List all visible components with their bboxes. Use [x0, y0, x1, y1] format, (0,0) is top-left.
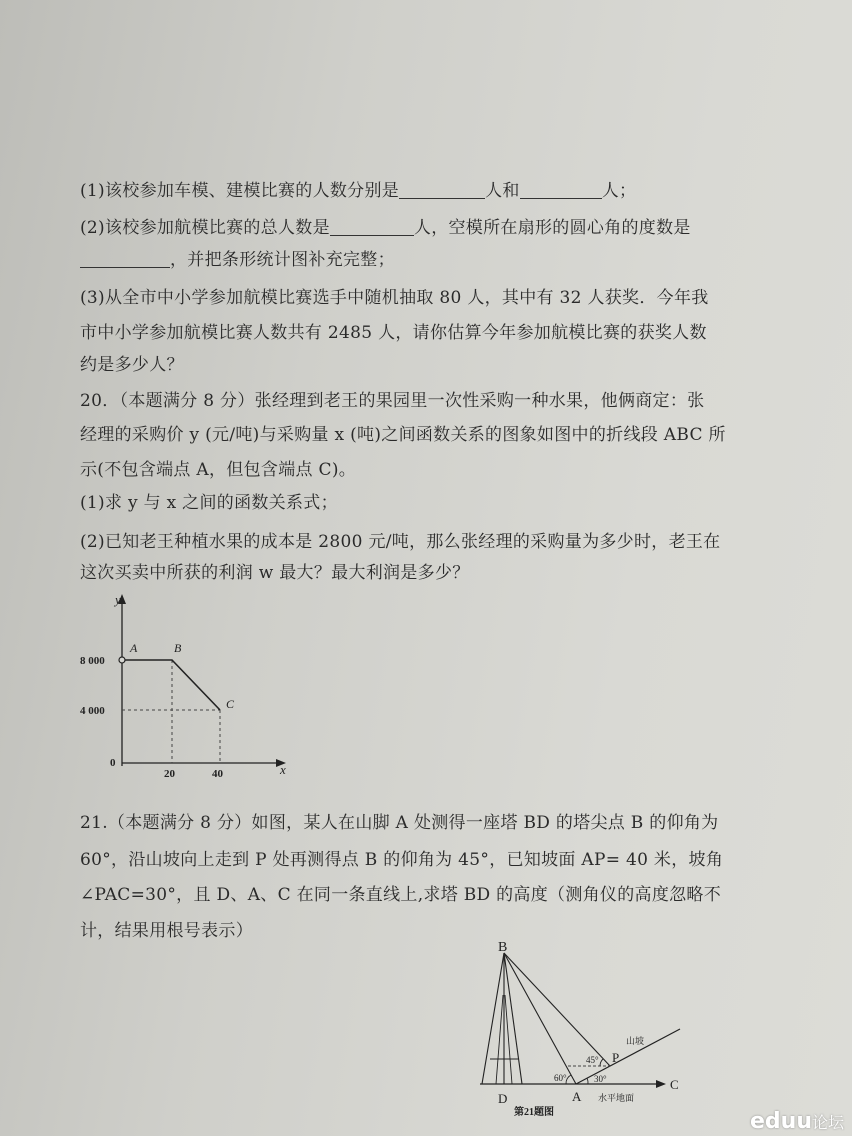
label-a: A [572, 1089, 582, 1104]
label-b: B [498, 940, 508, 955]
slope-label: 山坡 [626, 1036, 645, 1046]
y-tick-4000: 4 000 [80, 705, 105, 717]
angle-arc-45 [600, 1059, 603, 1066]
q21-stem-line2: 60°，沿山坡向上走到 P 处再测得点 B 的仰角为 45°，已知坡面 AP= 40 米，坡角 [80, 850, 724, 870]
ground-label: 水平地面 [598, 1093, 635, 1103]
q19-part3-line2: 市中小学参加航模比赛人数共有 2485 人，请你估算今年参加航模比赛的获奖人数 [80, 323, 707, 343]
point-b-label: B [174, 641, 182, 655]
q20-stem-line3: 示(不包含端点 A，但包含端点 C)。 [80, 460, 357, 480]
answer-blank [520, 180, 602, 199]
q21-stem-line3: ∠PAC=30°，且 D、A、C 在同一条直线上,求塔 BD 的高度（测角仪的高度忽略不 [80, 885, 722, 905]
q20-part1: (1)求 y 与 x 之间的函数关系式； [80, 493, 338, 513]
q21-tower-figure [470, 935, 700, 1125]
angle-60-label: 60° [554, 1073, 567, 1083]
point-a-open [119, 657, 125, 663]
figure-caption: 第21题图 [514, 1107, 554, 1118]
x-tick-40: 40 [212, 768, 223, 780]
point-c-label: C [226, 697, 235, 711]
q20-stem-line2: 经理的采购价 y (元/吨)与采购量 x (吨)之间函数关系的图象如图中的折线段 ABC 所 [80, 425, 726, 445]
site-watermark: eduu论坛 [749, 1109, 844, 1134]
y-axis-label: y [115, 592, 121, 607]
label-d: D [498, 1091, 508, 1106]
x-axis-label: x [280, 762, 286, 777]
q19-part2-line2: ，并把条形统计图补充完整； [80, 245, 395, 270]
q19-part3-line3: 约是多少人？ [80, 355, 184, 375]
answer-blank [330, 217, 414, 236]
answer-blank [80, 249, 170, 268]
angle-45-label: 45° [586, 1055, 599, 1065]
q20-part2-line2: 这次买卖中所获的利润 w 最大？最大利润是多少？ [80, 563, 470, 583]
q21-stem-line1: 21.（本题满分 8 分）如图，某人在山脚 A 处测得一座塔 BD 的塔尖点 B 的仰角为 [80, 813, 719, 833]
label-c: C [670, 1077, 679, 1092]
q19-part3-line1: (3)从全市中小学参加航模比赛选手中随机抽取 80 人，其中有 32 人获奖．今年我 [80, 288, 709, 308]
angle-arc-30 [587, 1078, 588, 1084]
q20-part2-line1: (2)已知老王种植水果的成本是 2800 元/吨，那么张经理的采购量为多少时，老王在 [80, 532, 721, 552]
tower-inner-left [496, 995, 503, 1084]
point-a-label: A [130, 641, 138, 655]
q21-stem-line4: 计，结果用根号表示） [80, 921, 253, 941]
tower-left-edge [482, 953, 504, 1084]
angle-arc-60 [566, 1075, 571, 1084]
answer-blank [399, 180, 485, 199]
q20-stem-line1: 20．（本题满分 8 分）张经理到老王的果园里一次性采购一种水果，他俩商定：张 [80, 391, 705, 411]
origin-label: 0 [110, 757, 116, 769]
tower-inner-right [505, 995, 512, 1084]
q19-part2-line1: (2)该校参加航模比赛的总人数是 人，空模所在扇形的圆心角的度数是 [80, 218, 691, 238]
label-p: P [612, 1050, 620, 1065]
x-tick-20: 20 [164, 768, 175, 780]
q20-function-graph [70, 588, 300, 788]
ground-arrow [656, 1080, 666, 1088]
angle-30-label: 30° [594, 1074, 607, 1084]
y-tick-8000: 8 000 [80, 655, 105, 667]
q19-part1: (1)该校参加车模、建模比赛的人数分别是 人和 人； [80, 181, 637, 201]
